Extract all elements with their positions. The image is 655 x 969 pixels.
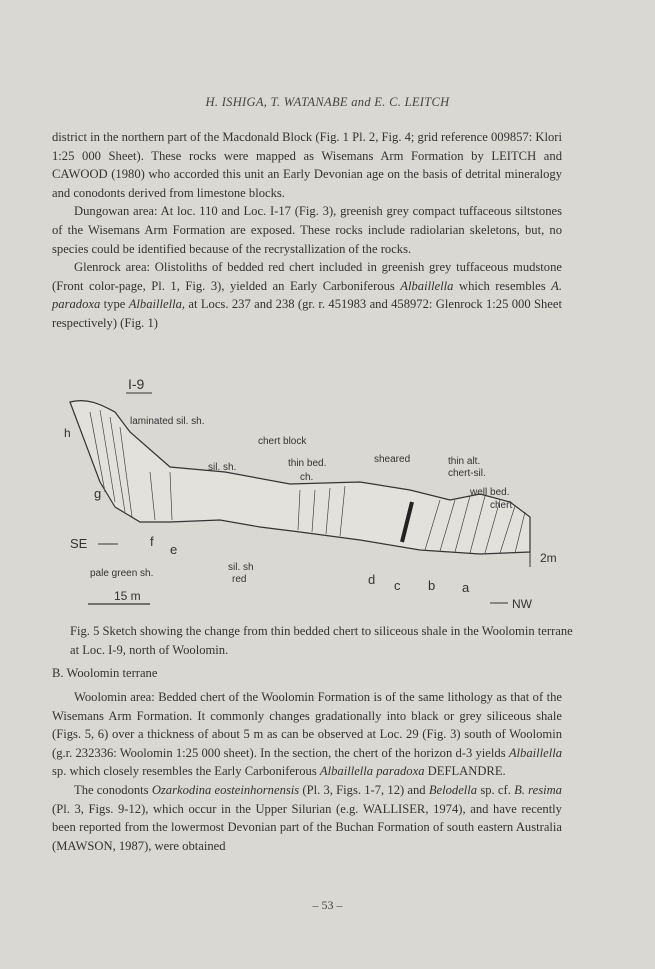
- svg-text:sheared: sheared: [374, 454, 411, 465]
- loc-label: I-9: [128, 376, 145, 392]
- svg-text:b: b: [428, 578, 436, 593]
- body-text-top: [52, 128, 562, 333]
- svg-text:sil. sh: sil. sh: [228, 562, 254, 573]
- page-number: – 53 –: [312, 898, 343, 912]
- svg-text:a: a: [462, 580, 470, 595]
- paragraph-macdonald: district in the northern part of the Macdonald Block (Fig. 1 Pl. 2, Fig. 4; grid reference 009857: Klori 1:25 000 Sheet). These rocks were mapped as Wisemans Arm Formation by LEITCH and CAWOOD (1980) who accorded this unit an Early Devonian age on the basis of detrital mineralogy and conodonts derived from limestone blocks.: [52, 130, 562, 200]
- section-heading: B. Woolomin terrane: [52, 666, 158, 680]
- figure-caption: Fig. 5 Sketch showing the change from thin bedded chert to siliceous shale in the Woolomin terrane at Loc. I-9, north of Woolomin.: [70, 624, 573, 657]
- svg-text:chert block: chert block: [258, 436, 307, 447]
- paragraph-glenrock: Glenrock area: Olistoliths of bedded red chert included in greenish grey tuffaceous mudstone (Front color-page, Pl. 1, Fig. 3), yielded an Early Carboniferous Albaillella which resembles A. paradoxa type Albaillella, at Locs. 237 and 238 (gr. r. 451983 and 458972: Glenrock 1:25 000 Sheet respectively) (Fig. 1): [52, 260, 562, 330]
- svg-text:h: h: [64, 426, 71, 440]
- svg-text:e: e: [170, 542, 178, 557]
- body-text-bottom: [52, 688, 562, 855]
- figure-sketch: [60, 372, 580, 612]
- svg-text:sil. sh.: sil. sh.: [208, 462, 237, 473]
- svg-text:15 m: 15 m: [114, 589, 141, 603]
- svg-text:SE: SE: [70, 536, 88, 551]
- svg-text:f: f: [150, 534, 154, 549]
- svg-text:chert: chert: [490, 500, 513, 511]
- svg-text:c: c: [394, 578, 401, 593]
- svg-text:laminated sil. sh.: laminated sil. sh.: [130, 416, 205, 427]
- svg-text:NW: NW: [512, 597, 532, 611]
- svg-text:2m: 2m: [540, 551, 557, 565]
- svg-text:chert-sil.: chert-sil.: [448, 468, 486, 479]
- running-header: H. ISHIGA, T. WATANABE and E. C. LEITCH: [205, 95, 450, 109]
- svg-text:red: red: [232, 574, 247, 585]
- svg-text:pale green sh.: pale green sh.: [90, 568, 154, 579]
- svg-text:thin alt.: thin alt.: [448, 456, 481, 467]
- svg-text:g: g: [94, 486, 102, 501]
- svg-text:ch.: ch.: [300, 472, 314, 483]
- paragraph-dungowan: Dungowan area: At loc. 110 and Loc. I-17 (Fig. 3), greenish grey compact tuffaceous siltstones of the Wisemans Arm Formation are exposed. These rocks include radiolarian skeletons, but, no species could be identified because of the recrystallization of the rocks.: [52, 204, 562, 256]
- svg-text:d: d: [368, 572, 376, 587]
- paragraph-woolomin: Woolomin area: Bedded chert of the Woolomin Formation is of the same lithology as that of the Wisemans Arm Formation. It commonly changes gradationally into black or grey siliceous shale (Figs. 5, 6) over a thickness of about 5 m as can be observed at Loc. 29 (Fig. 3) south of Woolomin (g.r. 232336: Woolomin 1:25 000 sheet). In the section, the chert of the horizon d-3 yields Albaillella sp. which closely resembles the Early Carboniferous Albaillella paradoxa DEFLANDRE.: [52, 690, 562, 779]
- paragraph-conodonts: The conodonts Ozarkodina eosteinhornensis (Pl. 3, Figs. 1-7, 12) and Belodella sp. cf. B. resima (Pl. 3, Figs. 9-12), which occur in the Upper Silurian (e.g. WALLISER, 1974), and have recently been reported from the lowermost Devonian part of the Buchan Formation of south eastern Australia (MAWSON, 1987), were obtained: [52, 782, 562, 853]
- svg-text:thin bed.: thin bed.: [288, 458, 327, 469]
- svg-text:well bed.: well bed.: [470, 487, 510, 498]
